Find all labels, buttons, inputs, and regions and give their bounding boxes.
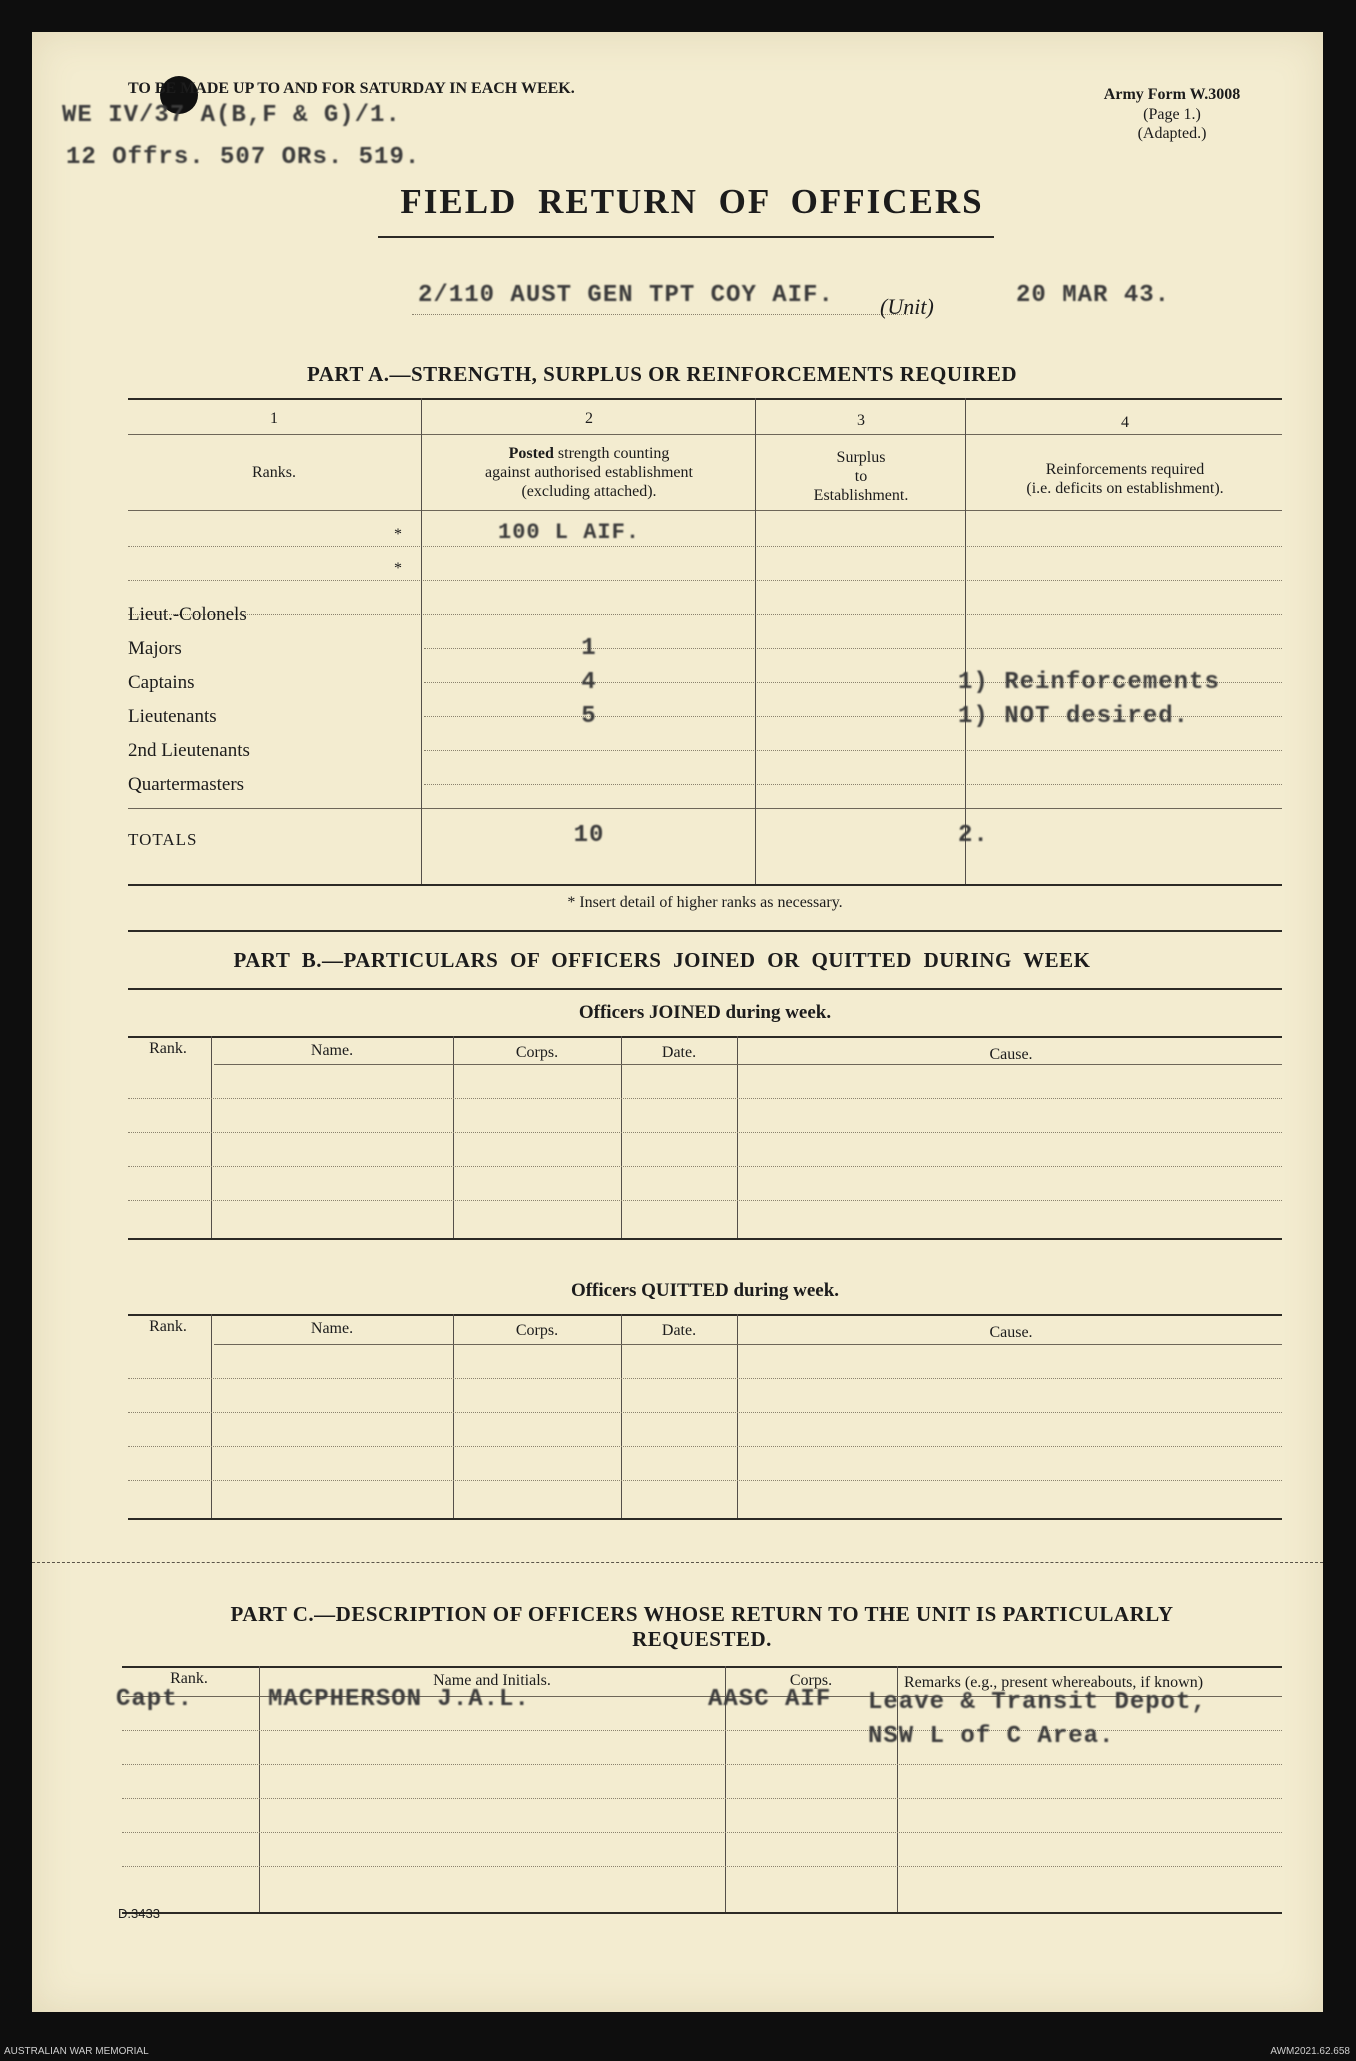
part-c-col-rank: Rank.: [170, 1670, 208, 1687]
totals-top-rule: [128, 808, 1282, 809]
posted-header-line2: against authorised establishment: [485, 464, 693, 481]
part-c-col-corps: Corps.: [789, 1672, 833, 1689]
part-a-top-rule: [128, 398, 1282, 400]
posted-values: [424, 598, 754, 734]
part-c-corps: AASC AIF: [708, 1686, 832, 1713]
form-title: FIELD RETURN OF OFFICERS: [400, 182, 984, 221]
title-underline: [378, 236, 994, 238]
form-number: Army Form W.3008: [1103, 86, 1241, 103]
part-b-title: PART B.—PARTICULARS OF OFFICERS JOINED OR QUITTED DURING WEEK: [233, 948, 1091, 972]
rank-2nd-lieutenants: 2nd Lieutenants: [128, 740, 250, 761]
posted-lieutenants: 5: [581, 703, 597, 730]
rank-lieut-colonels: Lieut.-Colonels: [128, 604, 247, 625]
col-number-rule: [128, 434, 1282, 435]
reinforcement-remark: [958, 666, 1220, 734]
joined-col-name: Name.: [310, 1042, 354, 1059]
part-c-col-remarks: Remarks (e.g., present whereabouts, if known): [904, 1674, 1204, 1691]
joined-col-date: Date.: [661, 1044, 697, 1061]
joined-col-cause: Cause.: [989, 1046, 1033, 1063]
form-code: D.3433: [118, 1906, 160, 1921]
joined-col-corps: Corps.: [515, 1044, 559, 1061]
part-c-name: MACPHERSON J.A.L.: [268, 1686, 530, 1713]
quitted-col-date: Date.: [661, 1322, 697, 1339]
posted-majors: 1: [581, 635, 597, 662]
asterisk-row-1: *: [394, 526, 402, 543]
asterisk-row-2: *: [394, 560, 402, 577]
instruction-text: TO BE MADE UP TO AND FOR SATURDAY IN EACH WEEK.: [128, 80, 575, 97]
quitted-col-corps: Corps.: [515, 1322, 559, 1339]
part-c-title-line1: PART C.—DESCRIPTION OF OFFICERS WHOSE RETURN TO THE UNIT IS PARTICULARLY: [230, 1602, 1174, 1626]
rank-captains: Captains: [128, 672, 195, 693]
typed-war-establishment: WE IV/37 A(B,F & G)/1.: [62, 102, 401, 129]
unit-line: [412, 314, 908, 315]
header-bottom-rule: [128, 510, 1282, 511]
archive-id: AWM2021.62.658: [1270, 2046, 1350, 2057]
part-a-bottom-rule: [128, 884, 1282, 886]
quitted-title: Officers QUITTED during week.: [570, 1280, 840, 1301]
surplus-header: Surplus to Establishment.: [813, 449, 909, 504]
part-c-remarks-line1: Leave & Transit Depot,: [868, 1689, 1207, 1716]
date-value: 20 MAR 43.: [1016, 282, 1171, 309]
archive-credit: AUSTRALIAN WAR MEMORIAL: [4, 2046, 149, 2057]
joined-title: Officers JOINED during week.: [578, 1002, 832, 1023]
ranks-header: Ranks.: [252, 464, 296, 481]
typed-strength: 12 Offrs. 507 ORs. 519.: [66, 144, 421, 171]
totals-label: TOTALS: [128, 830, 198, 849]
col-number-4: 4: [1121, 414, 1129, 431]
posted-captains: 4: [581, 669, 597, 696]
part-c-remarks-line2: NSW L of C Area.: [868, 1723, 1115, 1750]
posted-header-rest: strength counting: [557, 445, 670, 462]
form-page: (Page 1.): [1143, 106, 1201, 123]
posted-header: [424, 444, 754, 501]
rank-lieutenants: Lieutenants: [128, 706, 217, 727]
remark-line-2: 1) NOT desired.: [958, 703, 1190, 730]
unit-value: 2/110 AUST GEN TPT COY AIF.: [418, 282, 834, 309]
rank-list: [128, 598, 250, 802]
part-c-remarks: [868, 1686, 1207, 1754]
posted-header-bold: Posted: [508, 445, 554, 462]
part-c-title: [122, 1602, 1282, 1652]
part-c-rank: Capt.: [116, 1686, 194, 1713]
quitted-col-rank: Rank.: [149, 1318, 187, 1335]
col-number-3: 3: [857, 412, 865, 429]
quitted-col-name: Name.: [310, 1320, 354, 1337]
col-number-2: 2: [585, 410, 593, 427]
col-number-1: 1: [270, 410, 278, 427]
total-posted: 10: [573, 822, 605, 849]
footnote: * Insert detail of higher ranks as necessary.: [567, 894, 843, 911]
rank-majors: Majors: [128, 638, 182, 659]
part-c-title-line2: REQUESTED.: [632, 1627, 772, 1651]
posted-header-line3: (excluding attached).: [521, 483, 657, 500]
posted-lieut-colonels: [424, 598, 754, 632]
joined-col-rank: Rank.: [149, 1040, 187, 1057]
rank-quartermasters: Quartermasters: [128, 774, 245, 795]
part-c-col-name: Name and Initials.: [433, 1672, 551, 1689]
unit-label: (Unit): [880, 294, 934, 319]
remark-line-1: 1) Reinforcements: [958, 669, 1220, 696]
typed-posted-hq: 100 L AIF.: [498, 520, 641, 545]
total-reinforcements: 2.: [958, 822, 989, 849]
reinforcements-header: Reinforcements required (i.e. deficits on establishment).: [1026, 461, 1224, 497]
part-a-title: PART A.—STRENGTH, SURPLUS OR REINFORCEMENTS REQUIRED: [306, 362, 1017, 386]
quitted-col-cause: Cause.: [989, 1324, 1033, 1341]
perforation-line: [32, 1562, 1323, 1563]
form-adapted: (Adapted.): [1137, 125, 1207, 142]
form-sheet: [32, 32, 1323, 2012]
